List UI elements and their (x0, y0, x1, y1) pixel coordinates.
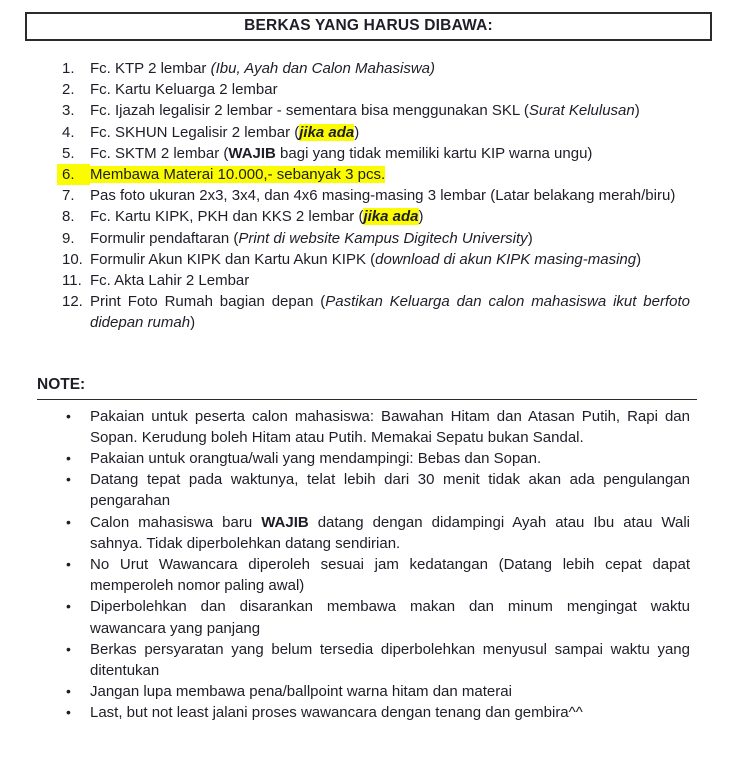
note-heading-label: NOTE: (37, 375, 86, 393)
text-segment: Formulir Akun KIPK dan Kartu Akun KIPK ( (90, 250, 376, 268)
note-item-text (90, 554, 690, 596)
checklist-item-text (90, 143, 690, 164)
note-item (66, 448, 730, 469)
note-item-text (90, 681, 690, 702)
bullet-icon: • (66, 598, 71, 615)
note-item-text (90, 596, 690, 638)
text-segment: Fc. Kartu KIPK, PKH dan KKS 2 lembar ( (90, 208, 364, 226)
checklist-item-number: 11. (62, 272, 82, 290)
text-segment: Print Foto Rumah bagian depan ( (90, 293, 326, 311)
text-segment: Fc. Ijazah legalisir 2 lembar - sementara bisa menggunakan SKL ( (90, 102, 529, 120)
note-item-text (90, 512, 690, 554)
text-segment: Pastikan Keluarga dan calon mahasiswa ikut berfoto didepan rumah (90, 293, 690, 332)
bullet-icon: • (66, 640, 71, 657)
checklist-item (62, 164, 730, 185)
note-item (66, 469, 730, 511)
checklist-item-number: 4. (62, 123, 75, 141)
checklist-item-text (90, 122, 690, 143)
text-segment: Fc. SKHUN Legalisir 2 lembar ( (90, 123, 300, 141)
checklist-item (62, 143, 730, 164)
checklist-item-number: 6. (57, 164, 90, 185)
checklist-item-text (90, 291, 690, 333)
note-item (66, 596, 730, 638)
text-segment: ) (527, 229, 533, 247)
text-segment: WAJIB (261, 513, 309, 531)
note-item-text (90, 406, 690, 448)
text-segment: download di akun KIPK masing-masing (375, 250, 637, 268)
checklist-item-number: 8. (62, 208, 75, 226)
text-segment: (Ibu, Ayah dan Calon Mahasiswa) (210, 60, 436, 77)
text-segment: Last, but not least jalani proses wawancara dengan tenang dan gembira^^ (90, 704, 583, 722)
text-segment: Diperbolehkan dan disarankan membawa makan dan minum mengingat waktu wawancara yang panjang (90, 598, 690, 637)
text-segment: Fc. Akta Lahir 2 Lembar (90, 272, 250, 290)
text-segment: Print di website Kampus Digitech University (238, 229, 528, 247)
checklist-item-number: 9. (62, 229, 75, 247)
checklist-item-number: 3. (62, 102, 75, 120)
checklist-item (62, 79, 730, 100)
bullet-icon: • (66, 556, 71, 573)
bullet-icon: • (66, 704, 71, 721)
checklist-item-text (90, 270, 690, 291)
checklist-item-number: 2. (62, 81, 75, 99)
checklist-item-text (90, 58, 690, 79)
text-segment: ) (190, 314, 196, 332)
checklist-item-text (90, 164, 690, 185)
text-segment: datang dengan didampingi Ayah atau Ibu atau Wali sahnya. Tidak diperbolehkan datang sendirian. (90, 513, 691, 552)
note-item (66, 702, 730, 723)
title-box (25, 12, 712, 41)
bullet-icon: • (66, 450, 71, 467)
checklist (62, 58, 730, 334)
checklist-item-text (90, 79, 690, 100)
note-item (66, 681, 730, 702)
checklist-item (62, 185, 730, 206)
bullet-icon: • (66, 513, 71, 530)
note-list (66, 406, 730, 724)
text-segment: ) (354, 123, 360, 141)
note-item (66, 512, 730, 554)
text-segment: Fc. KTP 2 lembar (90, 60, 211, 77)
text-segment: No Urut Wawancara diperoleh sesuai jam kedatangan (Datang lebih cepat dapat memperoleh nomor paling awal) (90, 556, 690, 595)
checklist-item-number: 10. (62, 250, 83, 268)
text-segment: Pakaian untuk orangtua/wali yang mendampingi: Bebas dan Sopan. (90, 450, 542, 468)
checklist-item-text (90, 249, 690, 270)
checklist-item-number: 12. (62, 293, 83, 311)
text-segment: Pas foto ukuran 2x3, 3x4, dan 4x6 masing-masing 3 lembar (Latar belakang merah/biru) (90, 187, 676, 205)
checklist-item (62, 122, 730, 143)
text-segment: WAJIB (228, 144, 276, 162)
text-segment: Datang tepat pada waktunya, telat lebih dari 30 menit tidak akan ada pengulangan pengarahan (90, 471, 690, 510)
text-segment: Surat Kelulusan (528, 102, 635, 120)
bullet-icon: • (66, 471, 71, 488)
text-segment: jika ada (299, 123, 355, 141)
checklist-item-text (90, 228, 690, 249)
checklist-item (62, 58, 730, 79)
text-segment: Berkas persyaratan yang belum tersedia diperbolehkan menyusul sampai waktu yang ditentukan (90, 640, 690, 680)
note-item-text (90, 639, 690, 681)
page-title: BERKAS YANG HARUS DIBAWA: (244, 17, 493, 34)
note-item (66, 639, 730, 681)
text-segment: Fc. Kartu Keluarga 2 lembar (90, 81, 278, 99)
text-segment: Formulir pendaftaran ( (90, 229, 239, 247)
note-heading (37, 376, 697, 400)
text-segment: Pakaian untuk peserta calon mahasiswa: Bawahan Hitam dan Atasan Putih, Rapi dan Sopan. Kerudung boleh Hitam atau Putih. Memakai Sepatu bukan Sandal. (90, 407, 690, 446)
document-page (0, 12, 730, 778)
checklist-item-number: 5. (62, 144, 75, 162)
text-segment: jika ada (363, 208, 419, 226)
note-item (66, 554, 730, 596)
note-item-text (90, 702, 690, 723)
bullet-icon: • (66, 407, 71, 424)
note-item-text (90, 469, 690, 511)
text-segment: Calon mahasiswa baru (90, 513, 262, 531)
bullet-icon: • (66, 683, 71, 700)
checklist-item (62, 249, 730, 270)
note-item-text (90, 448, 690, 469)
checklist-item (62, 206, 730, 227)
text-segment: ) (634, 102, 640, 120)
checklist-item-number: 7. (62, 187, 75, 205)
checklist-item-number: 1. (62, 60, 75, 77)
note-item (66, 406, 730, 448)
checklist-item-text (90, 185, 690, 206)
checklist-item-text (90, 206, 690, 227)
checklist-item (62, 228, 730, 249)
text-segment: Fc. SKTM 2 lembar ( (90, 144, 229, 162)
checklist-item (62, 270, 730, 291)
text-segment: ) (418, 208, 424, 226)
text-segment: ) (636, 250, 642, 268)
text-segment: bagi yang tidak memiliki kartu KIP warna ungu) (275, 144, 593, 162)
checklist-item-text (90, 100, 690, 121)
text-segment: Jangan lupa membawa pena/ballpoint warna hitam dan materai (90, 683, 512, 701)
checklist-item (62, 100, 730, 121)
checklist-item (62, 291, 730, 333)
text-segment: Membawa Materai 10.000,- sebanyak 3 pcs. (90, 166, 386, 184)
